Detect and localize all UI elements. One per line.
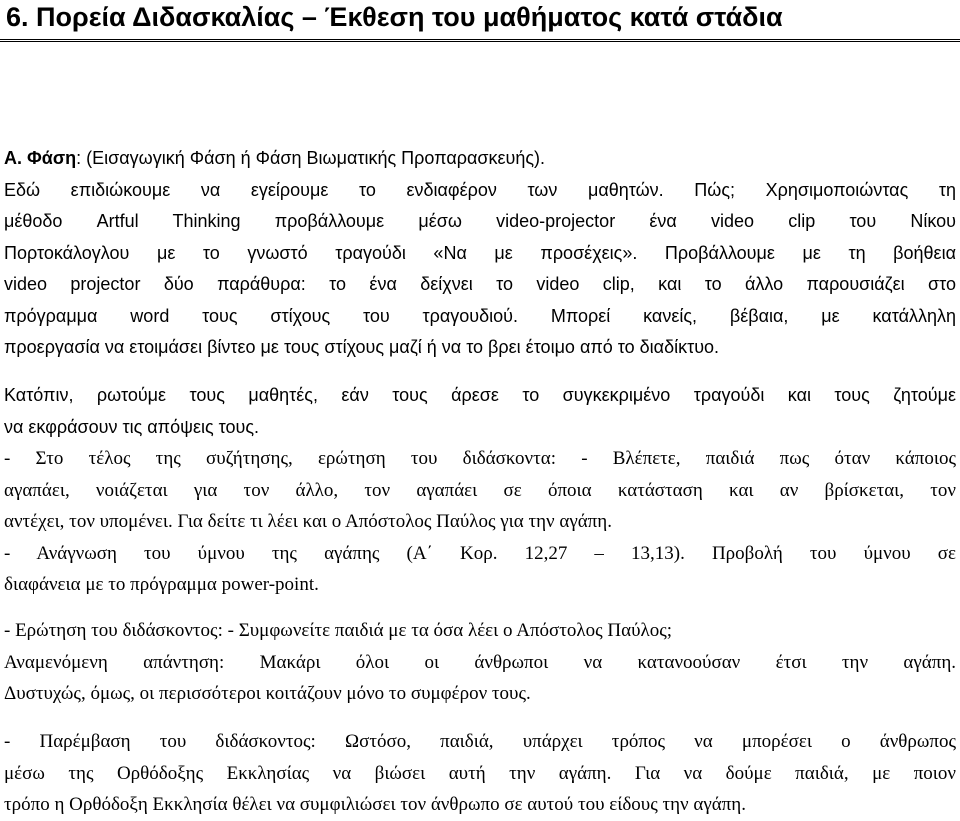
text-line: Αναμενόμενη απάντηση: Μακάρι όλοι οι άνθρωποι να κατανοούσαν έτσι την αγάπη.: [4, 651, 956, 673]
phase-a-title-line: [4, 143, 956, 175]
text-line: διαφάνεια με το πρόγραμμα power-point.: [4, 574, 319, 595]
text-line: να εκφράσουν τις απόψεις τους.: [4, 416, 260, 437]
phase-a-label: Α. Φάση: [4, 148, 77, 168]
text-line: - Παρέμβαση του διδάσκοντος: Ωστόσο, παιδιά, υπάρχει τρόπος να μπορέσει ο άνθρωπος: [4, 731, 956, 752]
question-paragraph: [4, 615, 956, 710]
text-line: προεργασία να ετοιμάσει βίντεο με τους στίχους μαζί ή να το βρει έτοιμο από το διαδίκτυο.: [4, 337, 720, 357]
text-line: μέθοδο Artful Thinking προβάλλουμε μέσω video-projector ένα video clip του Νίκου: [4, 211, 956, 231]
text-line: αντέχει, τον υπομένει. Για δείτε τι λέει και ο Απόστολος Παύλος για την αγάπη.: [4, 511, 612, 532]
text-line: τρόπο η Ορθόδοξη Εκκλησία θέλει να συμφιλιώσει τον άνθρωπο σε αυτού του είδους την αγάπη.: [4, 794, 746, 815]
discussion-paragraph: [4, 380, 956, 601]
text-line: Πορτοκάλογλου με το γνωστό τραγούδι «Να με προσέχεις». Προβάλλουμε με τη βοήθεια: [4, 242, 956, 263]
text-line: πρόγραμμα word τους στίχους του τραγουδιού. Μπορεί κανείς, βέβαια, με κατάλληλη: [4, 305, 956, 326]
text-line: video projector δύο παράθυρα: το ένα δείχνει το video clip, και το άλλο παρουσιάζει στο: [4, 274, 956, 294]
text-line: μέσω της Ορθόδοξης Εκκλησίας να βιώσει αυτή την αγάπη. Για να δούμε παιδιά, με ποιον: [4, 762, 956, 784]
phase-a-paragraph: [4, 143, 956, 364]
text-line: Κατόπιν, ρωτούμε τους μαθητές, εάν τους άρεσε το συγκεκριμένο τραγούδι και τους ζητούμε: [4, 385, 956, 405]
text-line: αγαπάει, νοιάζεται για τον άλλο, τον αγαπάει σε όποια κατάσταση και αν βρίσκεται, τον: [4, 479, 956, 501]
text-line: - Ανάγνωση του ύμνου της αγάπης (Α΄ Κορ. 12,27 – 13,13). Προβολή του ύμνου σε: [4, 542, 956, 564]
text-line: - Στο τέλος της συζήτησης, ερώτηση του διδάσκοντα: - Βλέπετε, παιδιά πως όταν κάποιος: [4, 448, 956, 469]
heading-underline: [0, 39, 960, 42]
text-line: Εδώ επιδιώκουμε να εγείρουμε το ενδιαφέρον των μαθητών. Πώς; Χρησιμοποιώντας τη: [4, 179, 956, 200]
intervention-paragraph: [4, 726, 956, 821]
text-line: Δυστυχώς, όμως, οι περισσότεροι κοιτάζουν μόνο το συμφέρον τους.: [4, 683, 531, 704]
phase-a-title-rest: : (Εισαγωγική Φάση ή Φάση Βιωματικής Προπαρασκευής).: [76, 148, 546, 168]
text-line: - Ερώτηση του διδάσκοντος: - Συμφωνείτε παιδιά με τα όσα λέει ο Απόστολος Παύλος;: [4, 620, 672, 641]
section-heading: 6. Πορεία Διδασκαλίας – Έκθεση του μαθήματος κατά στάδια: [6, 2, 783, 32]
